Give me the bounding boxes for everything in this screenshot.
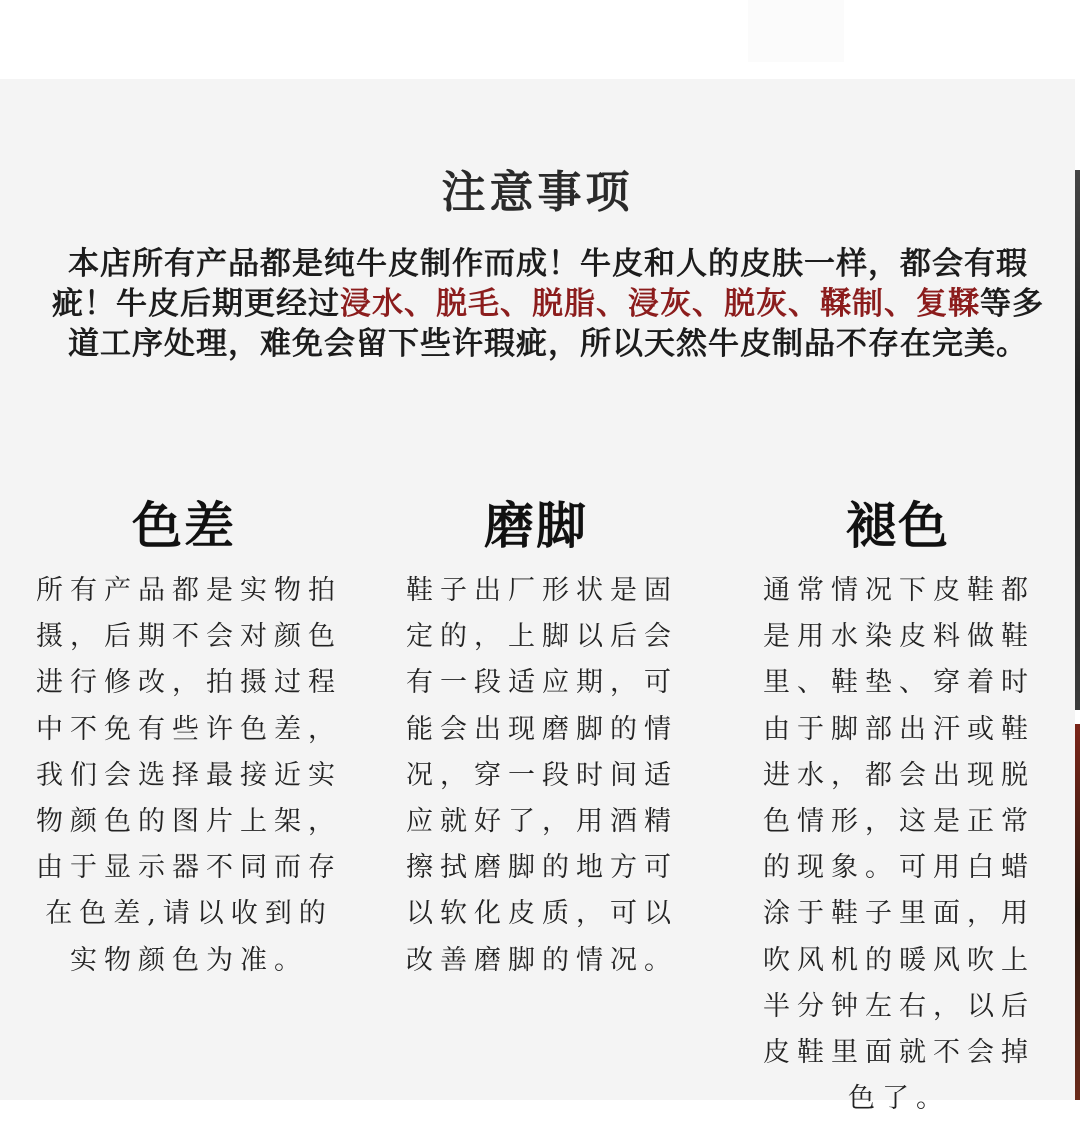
page-title: 注意事项 — [441, 167, 634, 218]
top-faint-mark — [748, 0, 844, 62]
heading-fading: 褪色 — [846, 497, 950, 555]
top-band — [0, 0, 1080, 79]
right-edge-image-strip — [1075, 170, 1080, 710]
intro-highlight-processes: 浸水、脱毛、脱脂、浸灰、脱灰、鞣制、复鞣 — [340, 286, 980, 322]
heading-foot-rubbing: 磨脚 — [484, 497, 588, 555]
text-color-difference: 所有产品都是实物拍摄，后期不会对颜色进行修改，拍摄过程中不免有些许色差，我们会选择最接近实物颜色的图片上架，由于显示器不同而存在色差,请以收到的实物颜色为准。 — [36, 575, 342, 976]
intro-text-part2: 等多道工序处理，难免会留下些许瑕疵，所以天然牛皮制品不存在完美。 — [68, 286, 1044, 362]
right-edge-image-strip-lower — [1075, 724, 1080, 1100]
text-fading: 通常情况下皮鞋都是用水染皮料做鞋里、鞋垫、穿着时由于脚部出汗或鞋进水，都会出现脱色情形，这是正常的现象。可用白蜡涂于鞋子里面，用吹风机的暖风吹上半分钟左右，以后皮鞋里面就不会掉色了。 — [763, 575, 1035, 1115]
heading-color-difference: 色差 — [132, 497, 236, 555]
intro-text-part1: 本店所有产品都是纯牛皮制作而成！牛皮和人的皮肤一样，都会有瑕疵！牛皮后期更经过 — [52, 246, 1028, 322]
intro-paragraph — [38, 244, 1058, 364]
text-foot-rubbing: 鞋子出厂形状是固定的，上脚以后会有一段适应期，可能会出现磨脚的情况，穿一段时间适应就好了，用酒精擦拭磨脚的地方可以软化皮质，可以改善磨脚的情况。 — [406, 575, 678, 976]
